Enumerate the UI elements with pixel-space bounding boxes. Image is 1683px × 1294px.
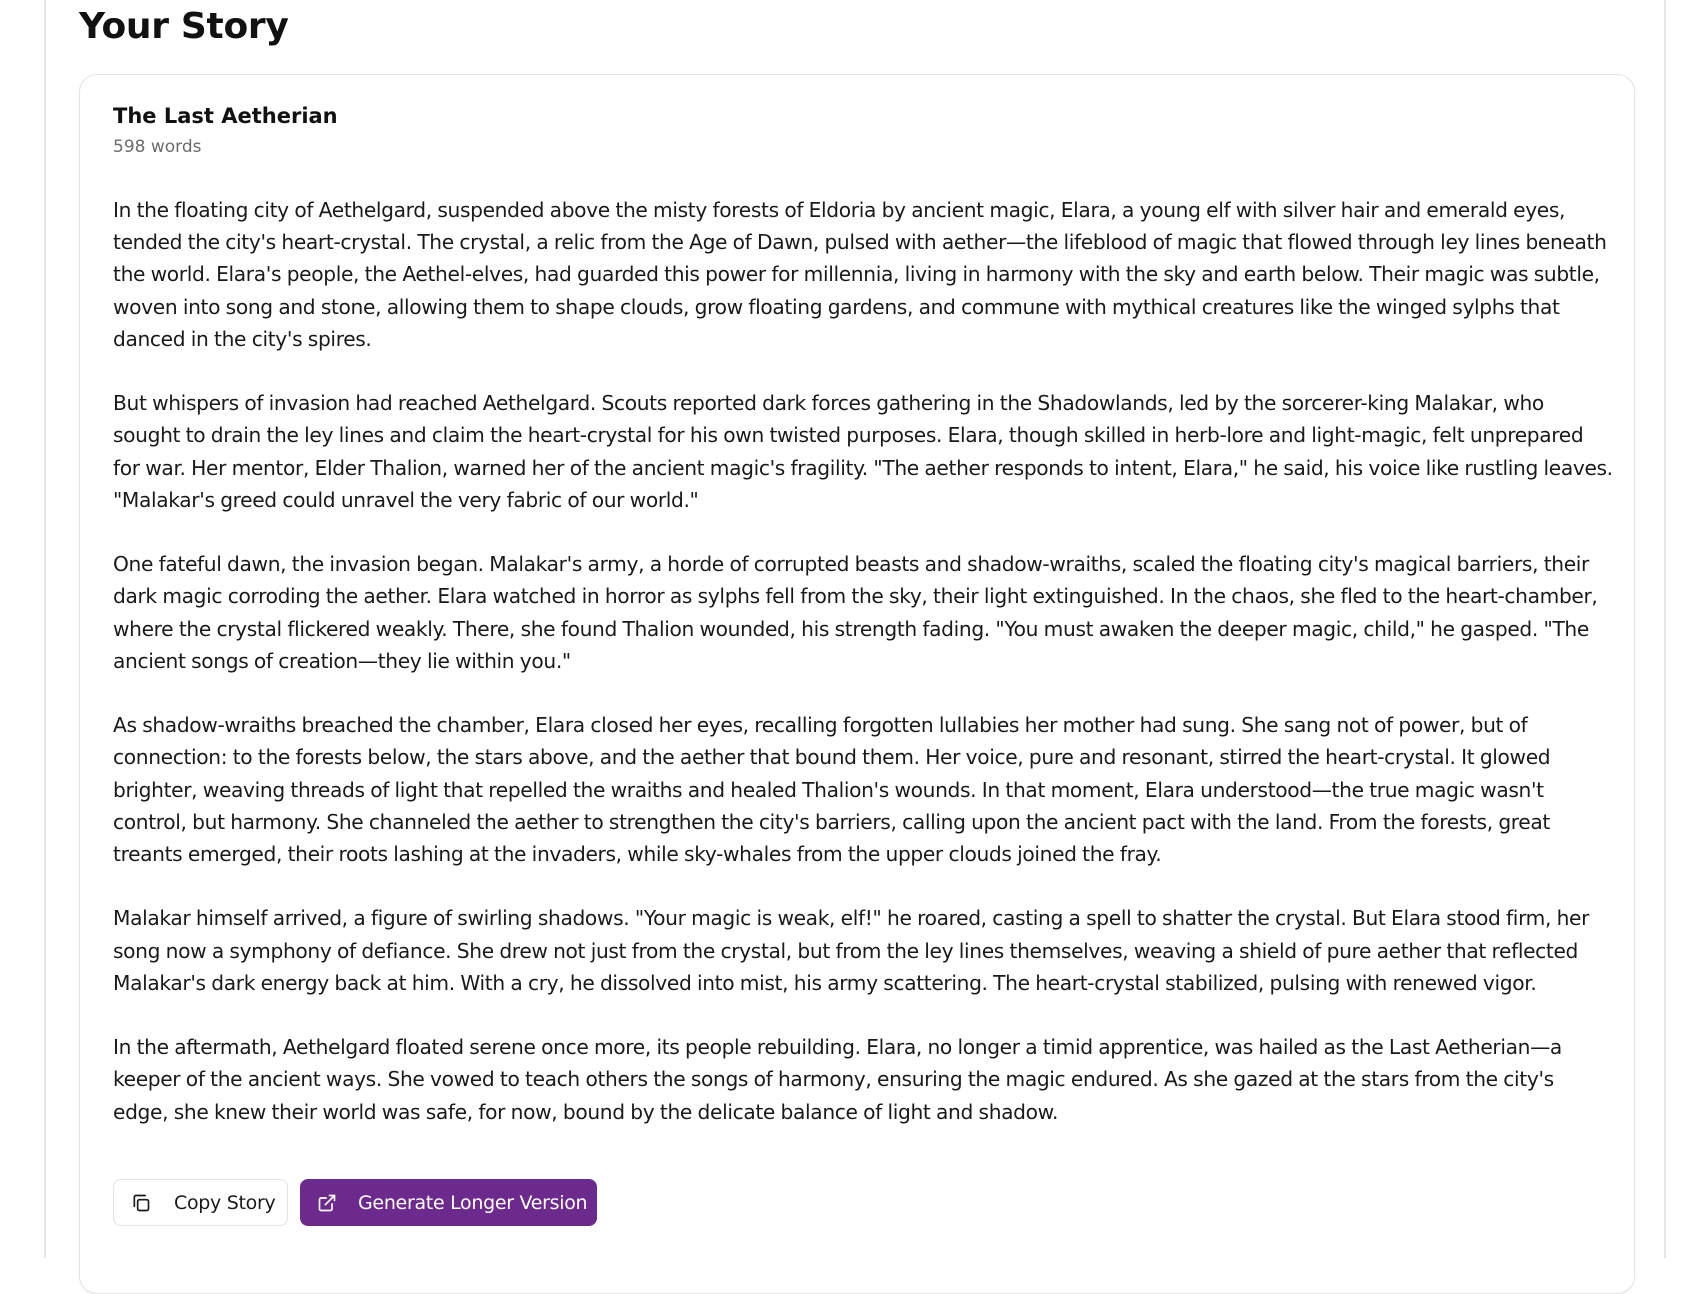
story-paragraph: One fateful dawn, the invasion began. Malakar's army, a horde of corrupted beasts and shadow-wraiths, scaled the floating city's magical barriers, their dark magic corroding the aether. Elara watched in horror as sylphs fell from the sky, their light extinguished. In the chaos, she fled to the heart-chamber, where the crystal flickered weakly. There, she found Thalion wounded, his strength fading. "You must awaken the deeper magic, child," he gasped. "The ancient songs of creation—they lie within you."	[113, 552, 1598, 673]
story-paragraph: But whispers of invasion had reached Aethelgard. Scouts reported dark forces gathering in the Shadowlands, led by the sorcerer-king Malakar, who sought to drain the ley lines and claim the heart-crystal for his own twisted purposes. Elara, though skilled in herb-lore and light-magic, felt unprepared for war. Her mentor, Elder Thalion, warned her of the ancient magic's fragility. "The aether responds to intent, Elara," he said, his voice like rustling leaves. "Malakar's greed could unravel the very fabric of our world."	[113, 391, 1613, 512]
generate-longer-version-label: Generate Longer Version	[358, 1191, 588, 1214]
page-title: Your Story	[79, 6, 289, 47]
external-link-icon	[316, 1192, 338, 1214]
copy-icon	[130, 1192, 152, 1214]
story-card	[79, 74, 1635, 1294]
story-body	[113, 194, 1613, 1128]
story-paragraph: In the aftermath, Aethelgard floated serene once more, its people rebuilding. Elara, no longer a timid apprentice, was hailed as the Last Aetherian—a keeper of the ancient ways. She vowed to teach others the songs of harmony, ensuring the magic endured. As she gazed at the stars from the city's edge, she knew their world was safe, for now, bound by the delicate balance of light and shadow.	[113, 1035, 1562, 1124]
page-container	[44, 0, 1666, 1258]
story-paragraph: Malakar himself arrived, a figure of swirling shadows. "Your magic is weak, elf!" he roared, casting a spell to shatter the crystal. But Elara stood firm, her song now a symphony of defiance. She drew not just from the crystal, but from the ley lines themselves, weaving a shield of pure aether that reflected Malakar's dark energy back at him. With a cry, he dissolved into mist, his army scattering. The heart-crystal stabilized, pulsing with renewed vigor.	[113, 906, 1590, 995]
copy-story-label: Copy Story	[174, 1191, 276, 1214]
story-actions	[113, 1179, 597, 1226]
story-paragraph: In the floating city of Aethelgard, suspended above the misty forests of Eldoria by ancient magic, Elara, a young elf with silver hair and emerald eyes, tended the city's heart-crystal. The crystal, a relic from the Age of Dawn, pulsed with aether—the lifeblood of magic that flowed through ley lines beneath the world. Elara's people, the Aethel-elves, had guarded this power for millennia, living in harmony with the sky and earth below. Their magic was subtle, woven into song and stone, allowing them to shape clouds, grow floating gardens, and commune with mythical creatures like the winged sylphs that danced in the city's spires.	[113, 198, 1607, 351]
generate-longer-version-button[interactable]	[300, 1179, 597, 1226]
story-title: The Last Aetherian	[113, 104, 338, 128]
copy-story-button[interactable]	[113, 1179, 288, 1226]
word-count: 598 words	[113, 137, 202, 157]
story-paragraph: As shadow-wraiths breached the chamber, Elara closed her eyes, recalling forgotten lullabies her mother had sung. She sang not of power, but of connection: to the forests below, the stars above, and the aether that bound them. Her voice, pure and resonant, stirred the heart-crystal. It glowed brighter, weaving threads of light that repelled the wraiths and healed Thalion's wounds. In that moment, Elara understood—the true magic wasn't control, but harmony. She channeled the aether to strengthen the city's barriers, calling upon the ancient pact with the land. From the forests, great treants emerged, their roots lashing at the invaders, while sky-whales from the upper clouds joined the fray.	[113, 713, 1551, 867]
